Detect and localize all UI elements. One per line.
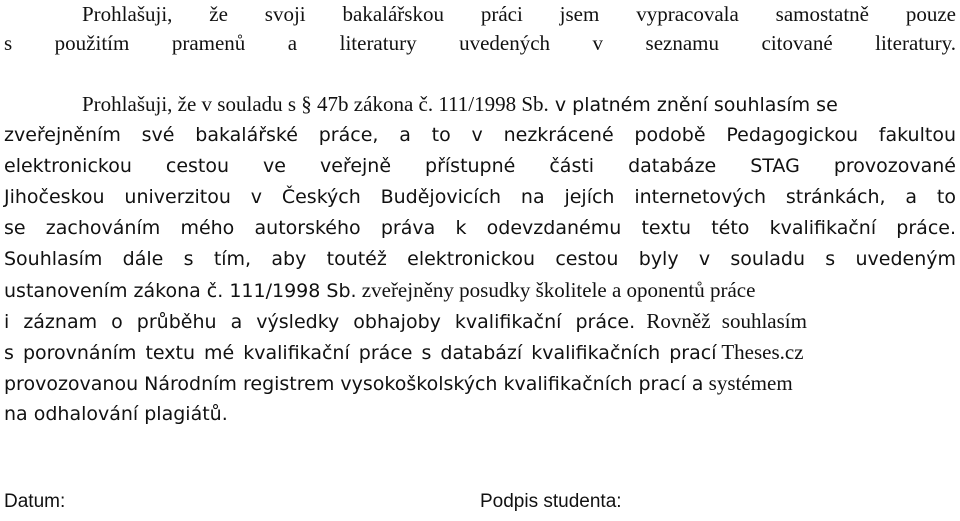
declaration-p2-line-9-part-b: Theses.cz <box>716 340 804 364</box>
declaration-p2-line-1-part-b: v platném znění souhlasím se <box>548 94 838 116</box>
declaration-p2-line-8-part-a: i záznam o průběhu a výsledky obhajoby kvalifikační práce. <box>4 311 636 333</box>
declaration-p2-line-4: Jihočeskou univerzitou v Českých Budějovicích na jejích internetových stránkách, a to <box>4 186 956 208</box>
declaration-p2-line-2: zveřejněním své bakalářské práce, a to v nezkrácené podobě Pedagogickou fakultou <box>4 124 956 146</box>
declaration-p2-line-9 <box>4 337 956 367</box>
declaration-p1-line-2: s použitím pramenů a literatury uvedených v seznamu citované literatury. <box>4 31 956 55</box>
declaration-p2-line-8-part-b: Rovněž souhlasím <box>635 309 807 333</box>
signature-label: Podpis studenta: <box>480 491 622 512</box>
declaration-p2-line-1 <box>82 89 956 119</box>
declaration-p2-line-1-part-a: Prohlašuji, že v souladu s § 47b zákona č. 111/1998 Sb. <box>82 92 549 116</box>
declaration-p2-line-7-part-b: zveřejněny posudky školitele a oponentů práce <box>356 278 756 302</box>
declaration-p1-line-1: Prohlašuji, že svoji bakalářskou práci jsem vypracovala samostatně pouze <box>82 2 956 26</box>
date-label: Datum: <box>4 491 66 512</box>
declaration-p2-line-7 <box>4 275 956 305</box>
declaration-p2-line-10-part-b: systémem <box>703 371 793 395</box>
declaration-p2-line-8 <box>4 306 956 336</box>
declaration-p2-line-6: Souhlasím dále s tím, aby toutéž elektronickou cestou byly v souladu s uvedeným <box>4 248 956 270</box>
declaration-p2-line-9-part-a: s porovnáním textu mé kvalifikační práce s databází kvalifikačních prací <box>4 342 717 364</box>
declaration-p2-line-10 <box>4 368 956 398</box>
declaration-p2-line-3: elektronickou cestou ve veřejně přístupné části databáze STAG provozované <box>4 155 956 177</box>
declaration-p2-line-7-part-a: ustanovením zákona č. 111/1998 Sb. <box>4 280 357 302</box>
declaration-p2-line-11: na odhalování plagiátů. <box>4 403 228 425</box>
declaration-p2-line-10-part-a: provozovanou Národním registrem vysokoškolských kvalifikačních prací a <box>4 373 704 395</box>
declaration-p2-line-5: se zachováním mého autorského práva k odevzdanému textu této kvalifikační práce. <box>4 217 956 239</box>
